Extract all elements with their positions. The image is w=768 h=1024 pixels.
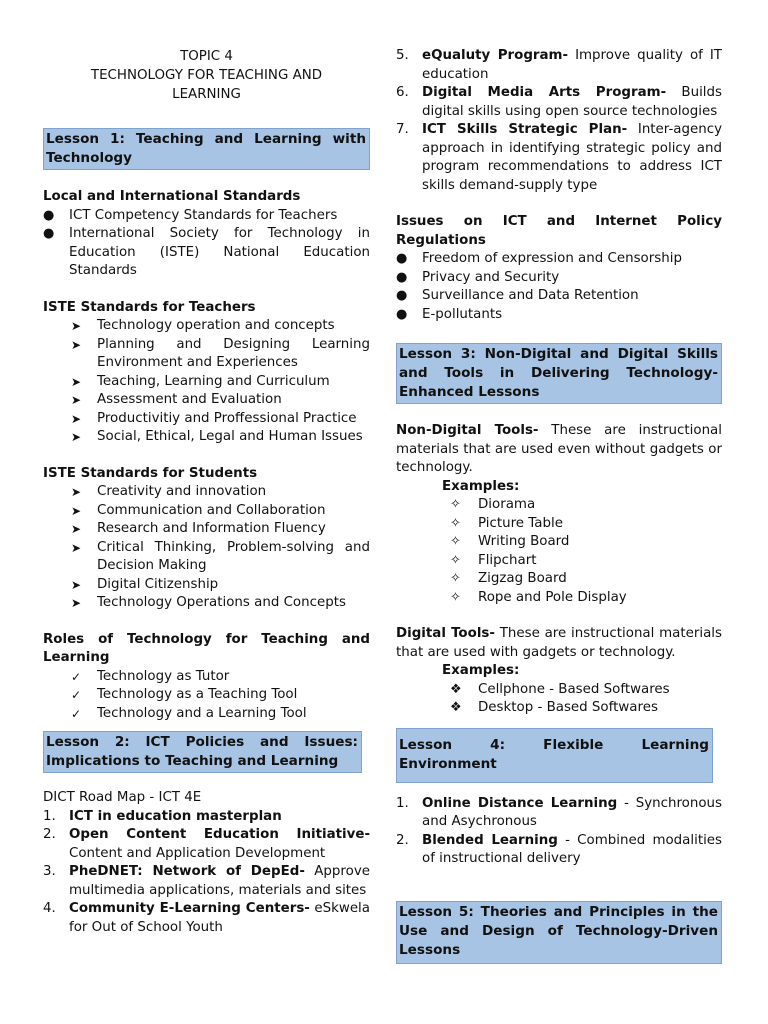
list-item: 2. Open Content Education Initiative- Content and Application Development	[43, 827, 370, 861]
list-item: 3. PheDNET: Network of DepEd- Approve multimedia applications, materials and sites	[43, 864, 370, 898]
digital-tools-paragraph: Digital Tools- These are instructional materials that are used with gadgets or technology.	[396, 626, 722, 660]
left-column	[43, 0, 370, 937]
list-item: ➤ Creativity and innovation	[43, 483, 370, 502]
topic-title-line1: TECHNOLOGY FOR TEACHING AND	[90, 68, 323, 83]
list-item: ● International Society for Technology in Education (ISTE) National Education Standards	[43, 226, 370, 278]
list-item: ➤ Teaching, Learning and Curriculum	[43, 373, 370, 392]
roadmap-heading: DICT Road Map - ICT 4E	[43, 790, 202, 805]
list-item: ✓ Technology as a Teaching Tool	[43, 686, 370, 705]
list-item: 6. Digital Media Arts Program- Builds digital skills using open source technologies	[396, 85, 722, 119]
bullet-icon: ●	[43, 207, 55, 223]
list-item: ✧ Picture Table	[396, 515, 722, 534]
topic-number: TOPIC 4	[180, 49, 233, 64]
digital-examples-list	[396, 681, 722, 718]
roadmap-list	[43, 808, 370, 938]
list-item: 7. ICT Skills Strategic Plan- Inter-agency approach in identifying strategic policy and program recommendations to address ICT skills demand-supply type	[396, 122, 722, 193]
list-item: ➤ Productivitiy and Proffessional Practice	[43, 410, 370, 429]
diamond-star-icon: ✧	[450, 589, 461, 605]
arrow-bullet-icon: ➤	[71, 485, 82, 499]
arrow-bullet-icon: ➤	[71, 337, 82, 352]
diamond-star-icon: ✧	[450, 552, 461, 568]
arrow-bullet-icon: ➤	[71, 540, 82, 555]
checkmark-icon: ✓	[71, 669, 82, 684]
right-column	[396, 0, 722, 964]
bullet-icon: ●	[396, 288, 408, 303]
arrow-bullet-icon: ➤	[71, 319, 82, 333]
list-item: ● Freedom of expression and Censorship	[396, 250, 722, 269]
lesson1-heading: Lesson 1: Teaching and Learning with Technology	[43, 128, 370, 170]
iste-students-list	[43, 483, 370, 613]
list-item: 1. ICT in education masterplan	[43, 808, 282, 824]
lesson4-heading: Lesson 4: Flexible Learning Environment	[396, 728, 713, 783]
diamond-icon: ❖	[450, 681, 462, 697]
diamond-star-icon: ✧	[450, 571, 461, 586]
list-item: ➤ Critical Thinking, Problem-solving and Decision Making	[71, 539, 370, 573]
diamond-icon: ❖	[450, 700, 462, 715]
checkmark-icon: ✓	[71, 706, 82, 721]
lesson5-heading: Lesson 5: Theories and Principles in the Use and Design of Technology-Driven Lessons	[396, 901, 722, 964]
arrow-bullet-icon: ➤	[71, 430, 82, 444]
list-item: ● E-pollutants	[396, 306, 722, 325]
iste-teachers-list	[43, 317, 370, 447]
list-item: ➤ Technology Operations and Concepts	[43, 594, 370, 613]
list-item: ✧ Diorama	[396, 496, 722, 515]
list-item: ❖ Cellphone - Based Softwares	[396, 681, 722, 700]
list-item: ➤ Assessment and Evaluation	[43, 391, 370, 410]
standards-list	[43, 207, 370, 281]
list-item: ✧ Rope and Pole Display	[396, 589, 722, 608]
topic-title-line2: LEARNING	[172, 87, 241, 102]
diamond-star-icon: ✧	[450, 515, 461, 531]
diamond-star-icon: ✧	[450, 534, 461, 549]
list-item: ➤ Planning and Designing Learning Environment and Experiences	[71, 336, 370, 370]
arrow-bullet-icon: ➤	[71, 503, 82, 518]
arrow-bullet-icon: ➤	[71, 374, 82, 389]
list-item: ● Privacy and Security	[396, 269, 722, 288]
list-item: 4. Community E-Learning Centers- eSkwela for Out of School Youth	[43, 901, 370, 935]
list-item: ➤ Technology operation and concepts	[43, 317, 370, 336]
issues-heading: Issues on ICT and Internet Policy Regulations	[396, 214, 722, 248]
arrow-bullet-icon: ➤	[71, 393, 82, 407]
iste-teachers-heading: ISTE Standards for Teachers	[43, 299, 256, 315]
digital-examples-label: Examples:	[442, 663, 520, 678]
lesson2-heading: Lesson 2: ICT Policies and Issues: Implications to Teaching and Learning	[43, 731, 362, 773]
flexible-learning-list	[396, 795, 722, 869]
roles-heading: Roles of Technology for Teaching and Learning	[43, 631, 370, 665]
roadmap-list-continued	[396, 47, 722, 195]
list-item: ✓ Technology as Tutor	[43, 668, 370, 687]
list-item: ➤ Communication and Collaboration	[43, 502, 370, 521]
bullet-icon: ●	[396, 306, 408, 322]
arrow-bullet-icon: ➤	[71, 522, 82, 536]
lesson3-heading: Lesson 3: Non-Digital and Digital Skills and Tools in Delivering Technology-Enhanced Lessons	[396, 343, 722, 404]
nondigital-examples-list	[396, 496, 722, 607]
list-item: ➤ Digital Citizenship	[43, 576, 370, 595]
list-item: ✓ Technology and a Learning Tool	[43, 705, 370, 724]
list-item: ❖ Desktop - Based Softwares	[396, 699, 722, 718]
list-item: ✧ Zigzag Board	[396, 570, 722, 589]
arrow-bullet-icon: ➤	[71, 577, 82, 592]
list-item: 1. Online Distance Learning - Synchronous and Asychronous	[396, 795, 723, 829]
diamond-star-icon: ✧	[450, 497, 461, 512]
list-item: ● Surveillance and Data Retention	[396, 287, 722, 306]
list-item: 5. eQualuty Program- Improve quality of IT education	[396, 48, 722, 82]
list-item: ➤ Research and Information Fluency	[43, 520, 370, 539]
list-item: ➤ Social, Ethical, Legal and Human Issues	[43, 428, 370, 447]
list-item: ✧ Writing Board	[396, 533, 722, 552]
list-item: ● ICT Competency Standards for Teachers	[43, 207, 370, 226]
bullet-icon: ●	[396, 251, 408, 266]
arrow-bullet-icon: ➤	[71, 411, 82, 426]
standards-heading: Local and International Standards	[43, 189, 301, 204]
arrow-bullet-icon: ➤	[71, 596, 82, 610]
roles-list	[43, 668, 370, 724]
iste-students-heading: ISTE Standards for Students	[43, 465, 258, 481]
nondigital-tools-paragraph: Non-Digital Tools- These are instructional materials that are used even without gadgets or technology.	[396, 423, 722, 475]
list-item: 2. Blended Learning - Combined modalities of instructional delivery	[396, 832, 723, 866]
bullet-icon: ●	[396, 269, 408, 285]
nondigital-examples-label: Examples:	[442, 478, 520, 494]
list-item: ✧ Flipchart	[396, 552, 722, 571]
issues-list	[396, 250, 722, 324]
bullet-icon: ●	[43, 226, 55, 241]
checkmark-icon: ✓	[71, 688, 82, 702]
